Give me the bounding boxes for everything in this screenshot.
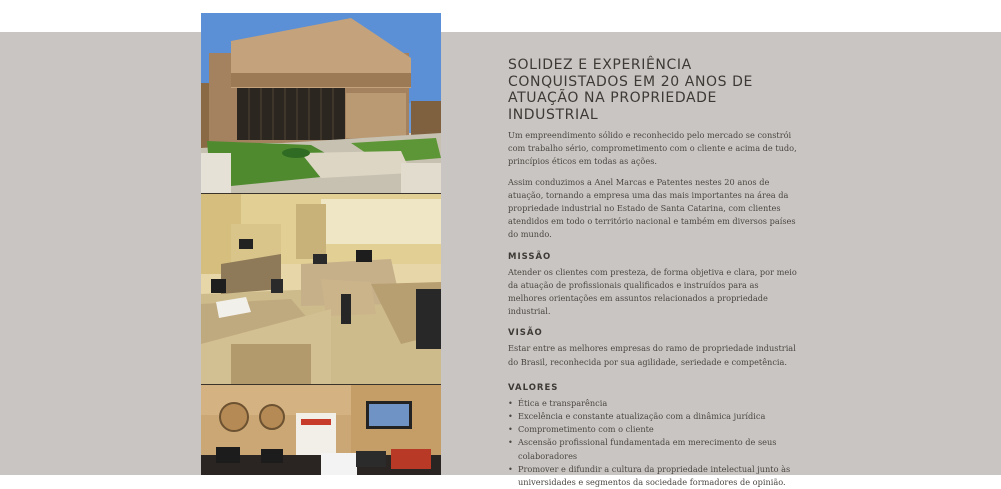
meeting-room-photo [201,385,441,475]
about-section-background [0,32,1001,475]
list-item: • Ética e transparência [508,397,798,410]
page-title: SOLIDEZ E EXPERIÊNCIA CONQUISTADOS EM 20 ANOS DE ATUAÇÃO NA PROPRIEDADE INDUSTRIAL [508,57,754,123]
missao-heading: MISSÃO [508,251,552,262]
visao-heading: VISÃO [508,328,543,339]
list-item: • Ascensão profissional fundamentada em merecimento de seus colaboradores [508,436,798,462]
about-content [508,57,798,489]
building-exterior-photo [201,13,441,193]
list-item: • Comprometimento com o cliente [508,423,798,436]
valores-heading: VALORES [508,382,559,393]
missao-text: Atender os clientes com presteza, de forma objetiva e clara, por meio da atuação de profissionais qualificados e instruídos para as melhores orientações em assuntos relacionados a propriedade industrial. [508,266,797,317]
photo-column [201,13,441,475]
list-item: • Excelência e constante atualização com a dinâmica jurídica [508,410,798,423]
list-item: • Promover e difundir a cultura da propriedade intelectual junto às universidades e segmentos da sociedade formadores de opinião. [508,463,798,489]
office-interior-photo [201,194,441,384]
intro-paragraph: Um empreendimento sólido e reconhecido pelo mercado se constrói com trabalho sério, comprometimento com o cliente e acima de tudo, princípios éticos em todas as ações. [508,130,797,167]
visao-text: Estar entre as melhores empresas do ramo de propriedade industrial do Brasil, reconhecida por sua agilidade, seriedade e competência. [508,343,796,367]
history-paragraph: Assim conduzimos a Anel Marcas e Patentes nestes 20 anos de atuação, tornando a empresa uma das mais importantes na área da propriedade industrial no Estado de Santa Catarina, com clientes atendidos em todo o território nacional e também em diversos países do mundo. [508,176,796,240]
valores-list [508,397,798,489]
